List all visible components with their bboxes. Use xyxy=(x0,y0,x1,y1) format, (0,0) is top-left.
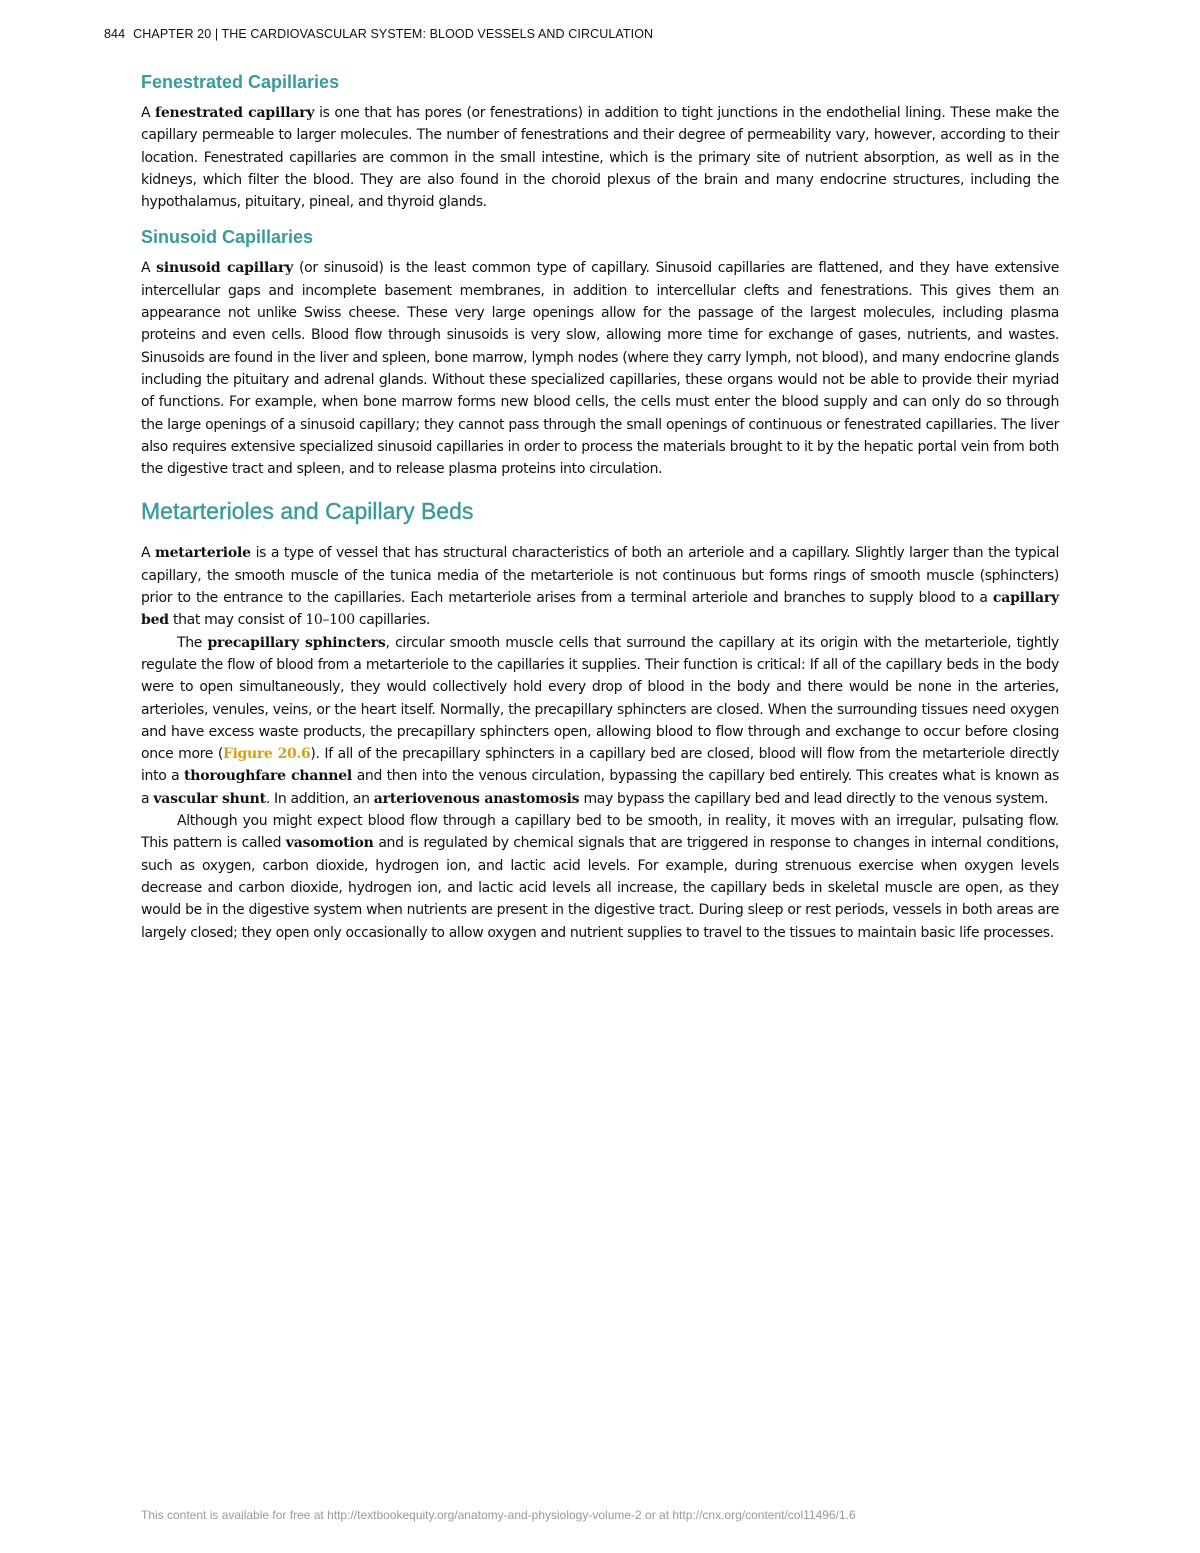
term-metarteriole: metarteriole xyxy=(154,545,251,562)
term-precapillary-sphincters: precapillary sphincters xyxy=(207,634,386,651)
main-content xyxy=(141,68,1059,944)
term-vasomotion: vasomotion xyxy=(285,835,374,852)
paragraph-fenestrated: A fenestrated capillary is one that has pores (or fenestrations) in addition to tight junctions in the endothelial lining. These make the capillary permeable to larger molecules. The number of fenestrations and their degree of permeability vary, however, according to their location. Fenestrated capillaries are common in the small intestine, which is the primary site of nutrient absorption, as well as in the kidneys, which filter the blood. They are also found in the choroid plexus of the brain and many endocrine structures, including the hypothalamus, pituitary, pineal, and thyroid glands. xyxy=(141,105,1059,211)
term-capillary-bed: capillary bed xyxy=(141,590,1059,629)
paragraph-sinusoid: A sinusoid capillary (or sinusoid) is the least common type of capillary. Sinusoid capillaries are flattened, and they have extensive intercellular gaps and incomplete basement membranes, in addition to intercellular clefts and fenestrations. This gives them an appearance not unlike Swiss cheese. These very large openings allow for the passage of the largest molecules, including plasma proteins and even cells. Blood flow through sinusoids is very slow, allowing more time for exchange of gases, nutrients, and wastes. Sinusoids are found in the liver and spleen, bone marrow, lymph nodes (where they carry lymph, not blood), and many endocrine glands including the pituitary and adrenal glands. Without these specialized capillaries, these organs would not be able to provide their myriad of functions. For example, when bone marrow forms new blood cells, the cells must enter the blood supply and can only do so through the large openings of a sinusoid capillary; they cannot pass through the small openings of continuous or fenestrated capillaries. The liver also requires extensive specialized sinusoid capillaries in order to process the materials brought to it by the hepatic portal vein from both the digestive tract and spleen, and to release plasma proteins into circulation. xyxy=(141,260,1060,478)
chapter-title: CHAPTER 20 | THE CARDIOVASCULAR SYSTEM: BLOOD VESSELS AND CIRCULATION xyxy=(133,27,654,41)
term-fenestrated-capillary: fenestrated capillary xyxy=(155,105,315,121)
page-number: 844 xyxy=(104,27,126,41)
capillary-count-range: 10–100 xyxy=(305,612,355,629)
paragraph-metarteriole: A metarteriole is a type of vessel that has structural characteristics of both an arteriole and a capillary. Slightly larger than the typical capillary, the smooth muscle of the tunica media of the metarteriole is not continuous but forms rings of smooth muscle (sphincters) prior to the entrance to the capillaries. Each metarteriole arises from a terminal arteriole and branches to supply blood to a capillary bed that may consist of 10–100 capillaries. xyxy=(141,545,1060,629)
heading-fenestrated-capillaries: Fenestrated Capillaries xyxy=(141,72,340,92)
heading-sinusoid-capillaries: Sinusoid Capillaries xyxy=(141,227,314,248)
page-footer: This content is available for free at http://textbookequity.org/anatomy-and-physiology-volume-2 or at http://cnx.org/content/col11496/1.6 xyxy=(141,1508,856,1522)
term-arteriovenous-anastomosis: arteriovenous anastomosis xyxy=(373,790,580,807)
running-header xyxy=(104,27,653,41)
term-thoroughfare-channel: thoroughfare channel xyxy=(184,768,353,785)
heading-metarterioles-capillary-beds: Metarterioles and Capillary Beds xyxy=(141,498,474,525)
paragraph-vasomotion: Although you might expect blood flow through a capillary bed to be smooth, in reality, it moves with an irregular, pulsating flow. This pattern is called vasomotion and is regulated by chemical signals that are triggered in response to changes in internal conditions, such as oxygen, carbon dioxide, hydrogen ion, and lactic acid levels. For example, during strenuous exercise when oxygen levels decrease and carbon dioxide, hydrogen ion, and lactic acid levels all increase, the capillary beds in skeletal muscle are open, as they would be in the digestive system when nutrients are present in the digestive tract. During sleep or rest periods, vessels in both areas are largely closed; they open only occasionally to allow oxygen and nutrient supplies to travel to the tissues to maintain basic life processes. xyxy=(141,813,1059,941)
term-sinusoid-capillary: sinusoid capillary xyxy=(156,260,294,277)
figure-20-6-link[interactable]: Figure 20.6 xyxy=(223,746,311,763)
term-vascular-shunt: vascular shunt xyxy=(153,790,266,807)
paragraph-precapillary-sphincters: The precapillary sphincters, circular smooth muscle cells that surround the capillary at its origin with the metarteriole, tightly regulate the flow of blood from a metarteriole to the capillaries it supplies. Their function is critical: If all of the capillary beds in the body were to open simultaneously, they would collectively hold every drop of blood in the body and there would be none in the arteries, arterioles, venules, veins, or the heart itself. Normally, the precapillary sphincters are closed. When the surrounding tissues need oxygen and have excess waste products, the precapillary sphincters open, allowing blood to flow through and exchange to occur before closing once more (Figure 20.6). If all of the precapillary sphincters in a capillary bed are closed, blood will flow from the metarteriole directly into a thoroughfare channel and then into the venous circulation, bypassing the capillary bed entirely. This creates what is known as a vascular shunt. In addition, an arteriovenous anastomosis may bypass the capillary bed and lead directly to the venous system. xyxy=(141,634,1060,807)
